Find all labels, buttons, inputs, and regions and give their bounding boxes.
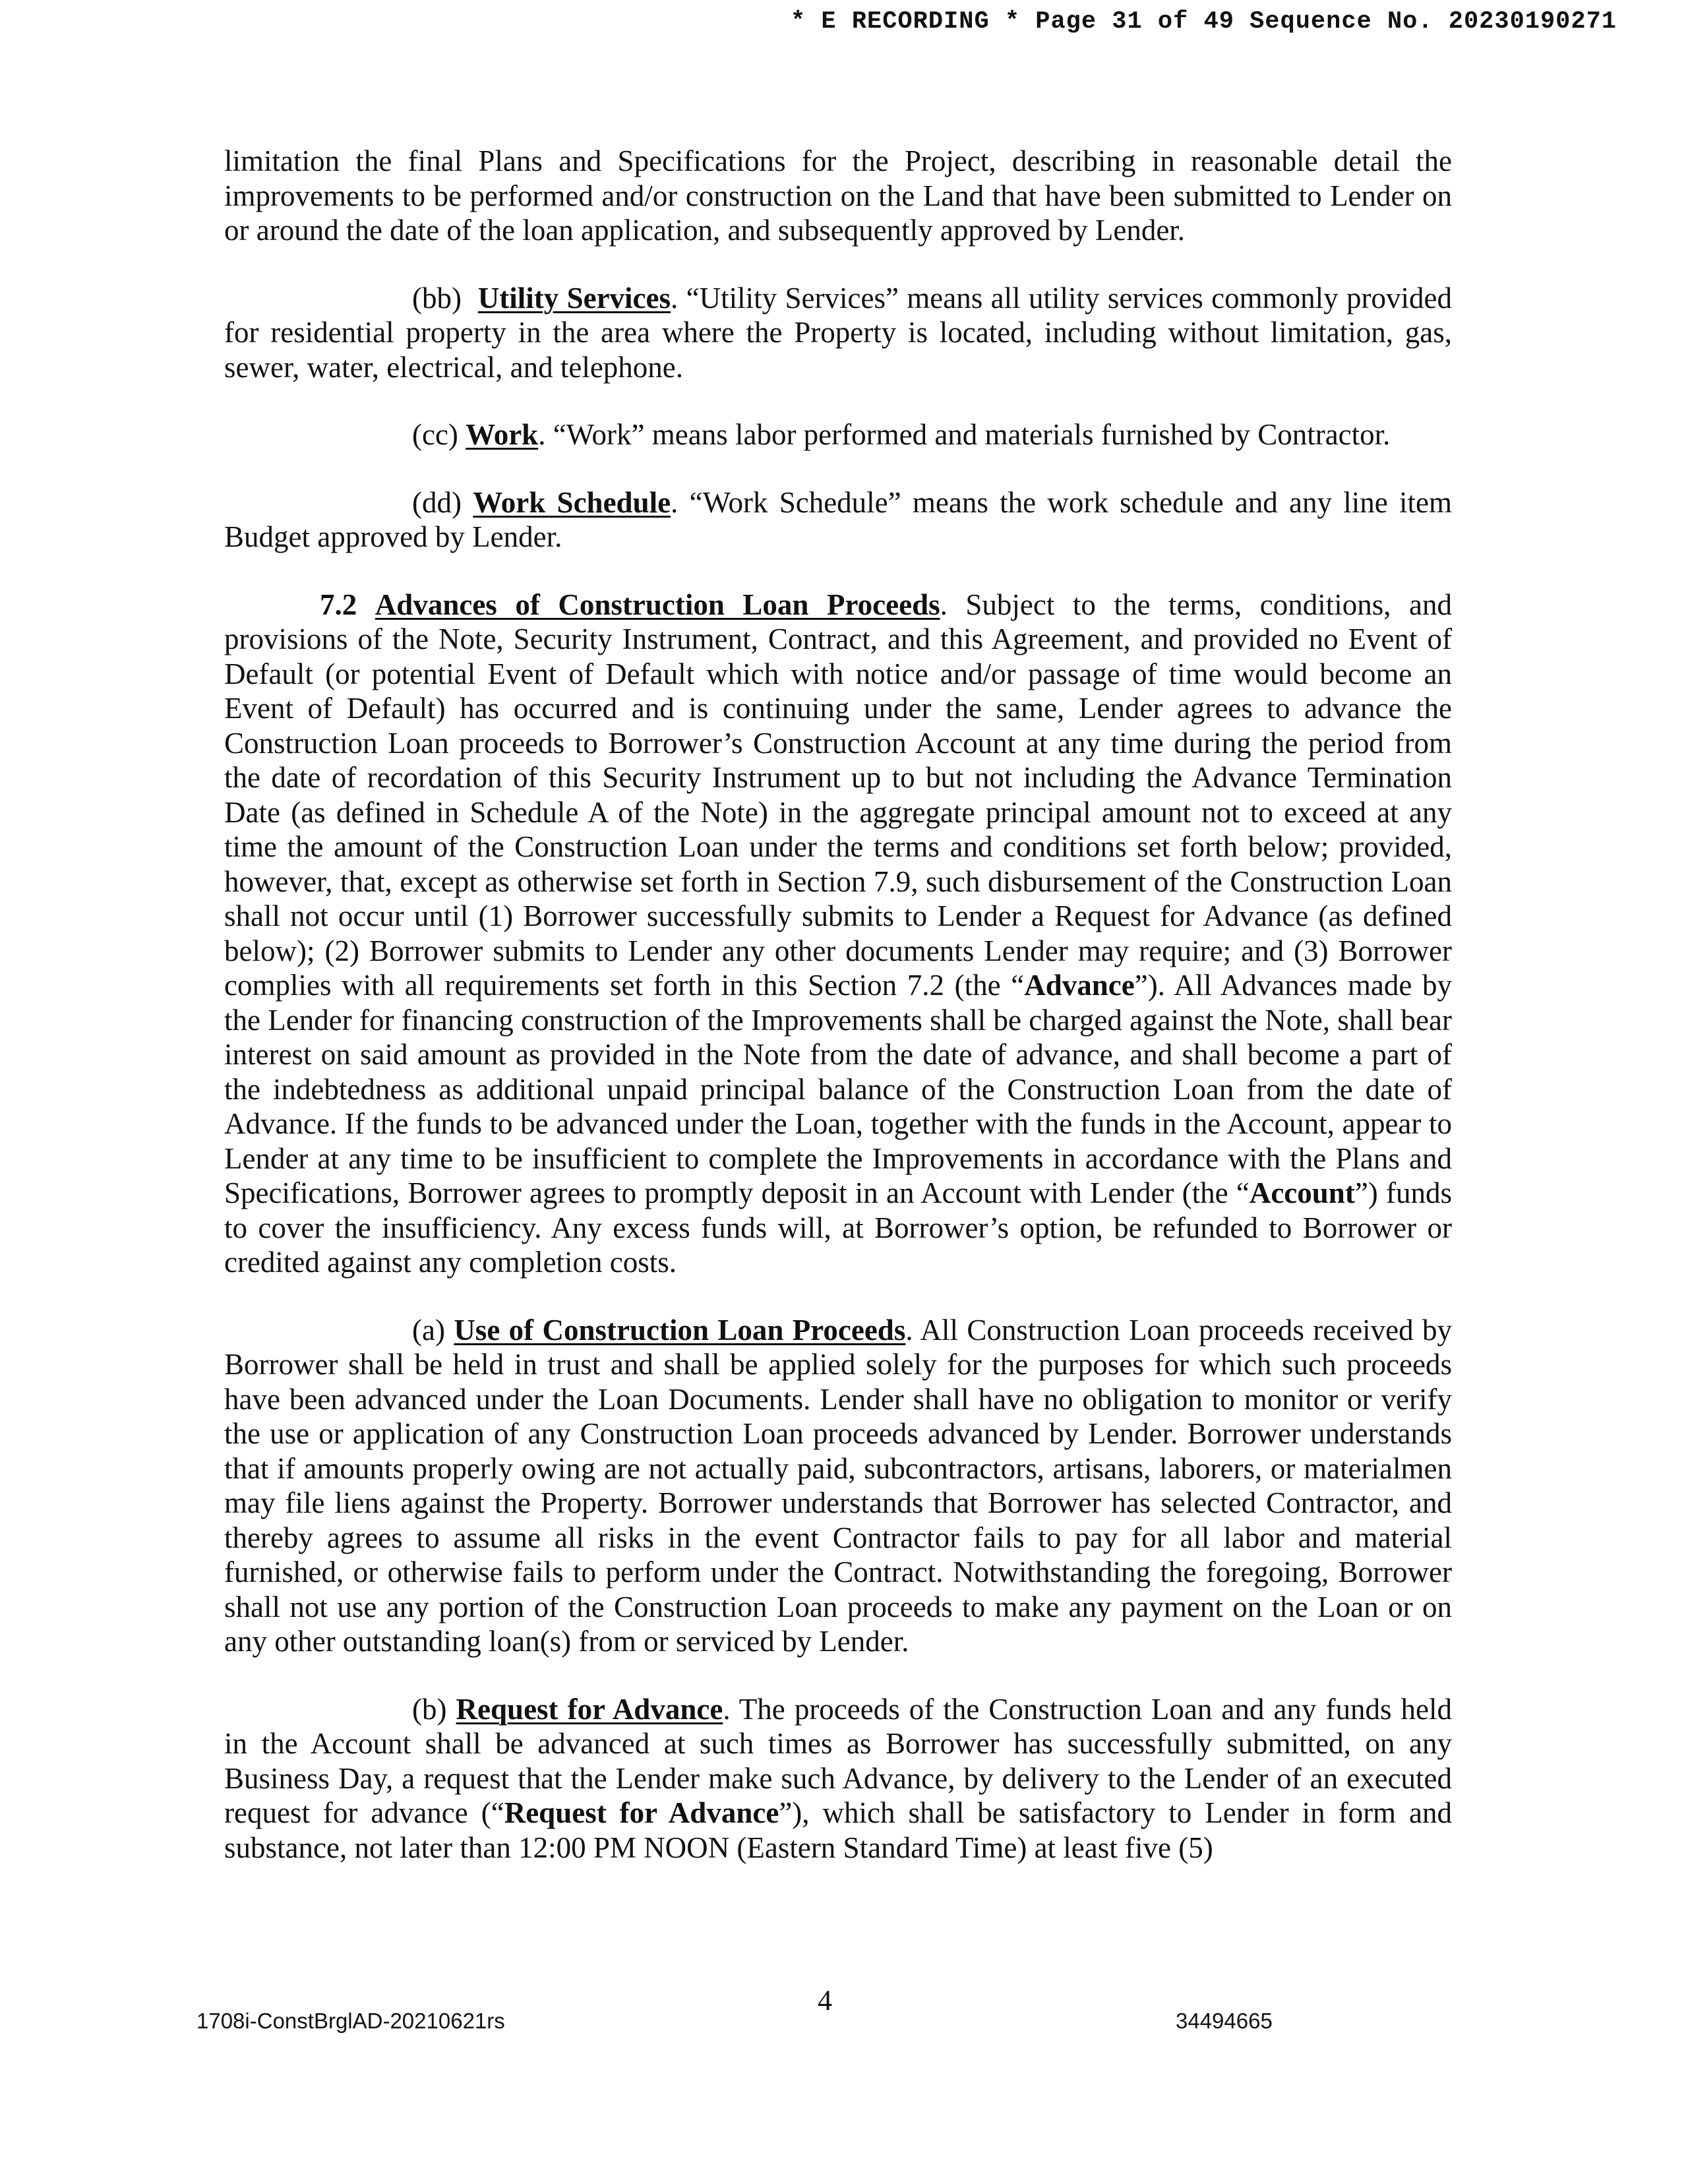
page-number: 4 [818,1984,832,2017]
footer-doc-code: 1708i-ConstBrglAD-20210621rs [196,2009,505,2033]
paragraph-continuation: limitation the final Plans and Specifications for the Project, describing in reasonable detail the improvements to be performed and/or construction on the Land that have been submitted to Lender on or around the date of the loan application, and subsequently approved by Lender. [224,144,1452,247]
definition-heading: Utility Services [477,281,671,315]
definition-heading: Work [466,418,539,451]
subsection-label: (a) [412,1313,445,1347]
defined-term: Account [1249,1176,1355,1209]
definition-heading: Work Schedule [473,485,671,519]
subsection-text: . All Construction Loan proceeds received by Borrower shall be held in trust and shall be applied solely for the purposes for which such proceeds have been advanced under the Loan Documents. Lender shall have no obligation to monitor or verify the use or application of any Construction Loan proceeds advanced by Lender. Borrower understands that if amounts properly owing are not actually paid, subcontractors, artisans, laborers, or materialmen may file liens against the Property. Borrower understands that Borrower has selected Contractor, and thereby agrees to assume all risks in the event Contractor fails to pay for all labor and material furnished, or otherwise fails to perform under the Contract. Notwithstanding the foregoing, Borrower shall not use any portion of the Construction Loan proceeds to make any payment on the Loan or on any other outstanding loan(s) from or serviced by Lender. [224,1313,1452,1658]
subsection-a [224,1313,1452,1659]
recording-stamp: * E RECORDING * Page 31 of 49 Sequence No. 20230190271 [791,8,1617,36]
section-7-2 [224,588,1452,1280]
definition-utility-services [224,281,1452,385]
subsection-b [224,1692,1452,1866]
definition-text: . “Work Schedule” means the work schedule and any line item Budget approved by Lender. [224,485,1453,553]
section-text: . Subject to the terms, conditions, and provisions of the Note, Security Instrument, Contract, and this Agreement, and provided no Event of Default (or potential Event of Default which with notice and/or passage of time would become an Event of Default) has occurred and is continuing under the same, Lender agrees to advance the Construction Loan proceeds to Borrower’s Construction Account at any time during the period from the date of recordation of this Security Instrument up to but not including the Advance Termination Date (as defined in Schedule A of the Note) in the aggregate principal amount not to exceed at any time the amount of the Construction Loan under the terms and conditions set forth below; provided, however, that, except as otherwise set forth in Section 7.9, such disbursement of the Construction Loan shall not occur until (1) Borrower successfully submits to Lender a Request for Advance (as defined below); (2) Borrower submits to Lender any other documents Lender may require; and (3) Borrower complies with all requirements set forth in this Section 7.2 (the “ [224,588,1452,1002]
section-heading: Advances of Construction Loan Proceeds [375,588,940,621]
definition-work [224,417,1452,452]
subsection-heading: Request for Advance [456,1692,723,1726]
subsection-text: ”), which shall be satisfactory to Lender in form and substance, not later than 12:00 PM NOON (Eastern Standard Time) at least five (5) [224,1796,1453,1864]
definition-text: . “Work” means labor performed and materials furnished by Contractor. [538,418,1391,451]
definition-label: (bb) [412,281,462,315]
definition-label: (dd) [412,485,462,519]
subsection-label: (b) [412,1692,447,1726]
footer-doc-number: 34494665 [1176,2009,1273,2033]
definition-text: . “Utility Services” means all utility services commonly provided for residential property in the area where the Property is located, including without limitation, gas, sewer, water, electrical, and telephone. [224,281,1452,384]
section-text: ”) funds to cover the insufficiency. Any excess funds will, at Borrower’s option, be refunded to Borrower or credited against any completion costs. [224,1176,1452,1279]
defined-term: Advance [1024,969,1135,1002]
defined-term: Request for Advance [504,1796,779,1829]
document-body [224,144,1452,1865]
section-text: ”). All Advances made by the Lender for financing construction of the Improvements shall be charged against the Note, shall bear interest on said amount as provided in the Note from the date of advance, and shall become a part of the indebtedness as additional unpaid principal balance of the Construction Loan from the date of Advance. If the funds to be advanced under the Loan, together with the funds in the Account, appear to Lender at any time to be insufficient to complete the Improvements in accordance with the Plans and Specifications, Borrower agrees to promptly deposit in an Account with Lender (the “ [224,969,1453,1209]
subsection-heading: Use of Construction Loan Proceeds [454,1313,906,1347]
subsection-text: . The proceeds of the Construction Loan and any funds held in the Account shall be advanced at such times as Borrower has successfully submitted, on any Business Day, a request that the Lender make such Advance, by delivery to the Lender of an executed request for advance (“ [224,1692,1453,1829]
section-number: 7.2 [320,588,357,621]
definition-label: (cc) [412,418,458,451]
definition-work-schedule [224,485,1452,555]
